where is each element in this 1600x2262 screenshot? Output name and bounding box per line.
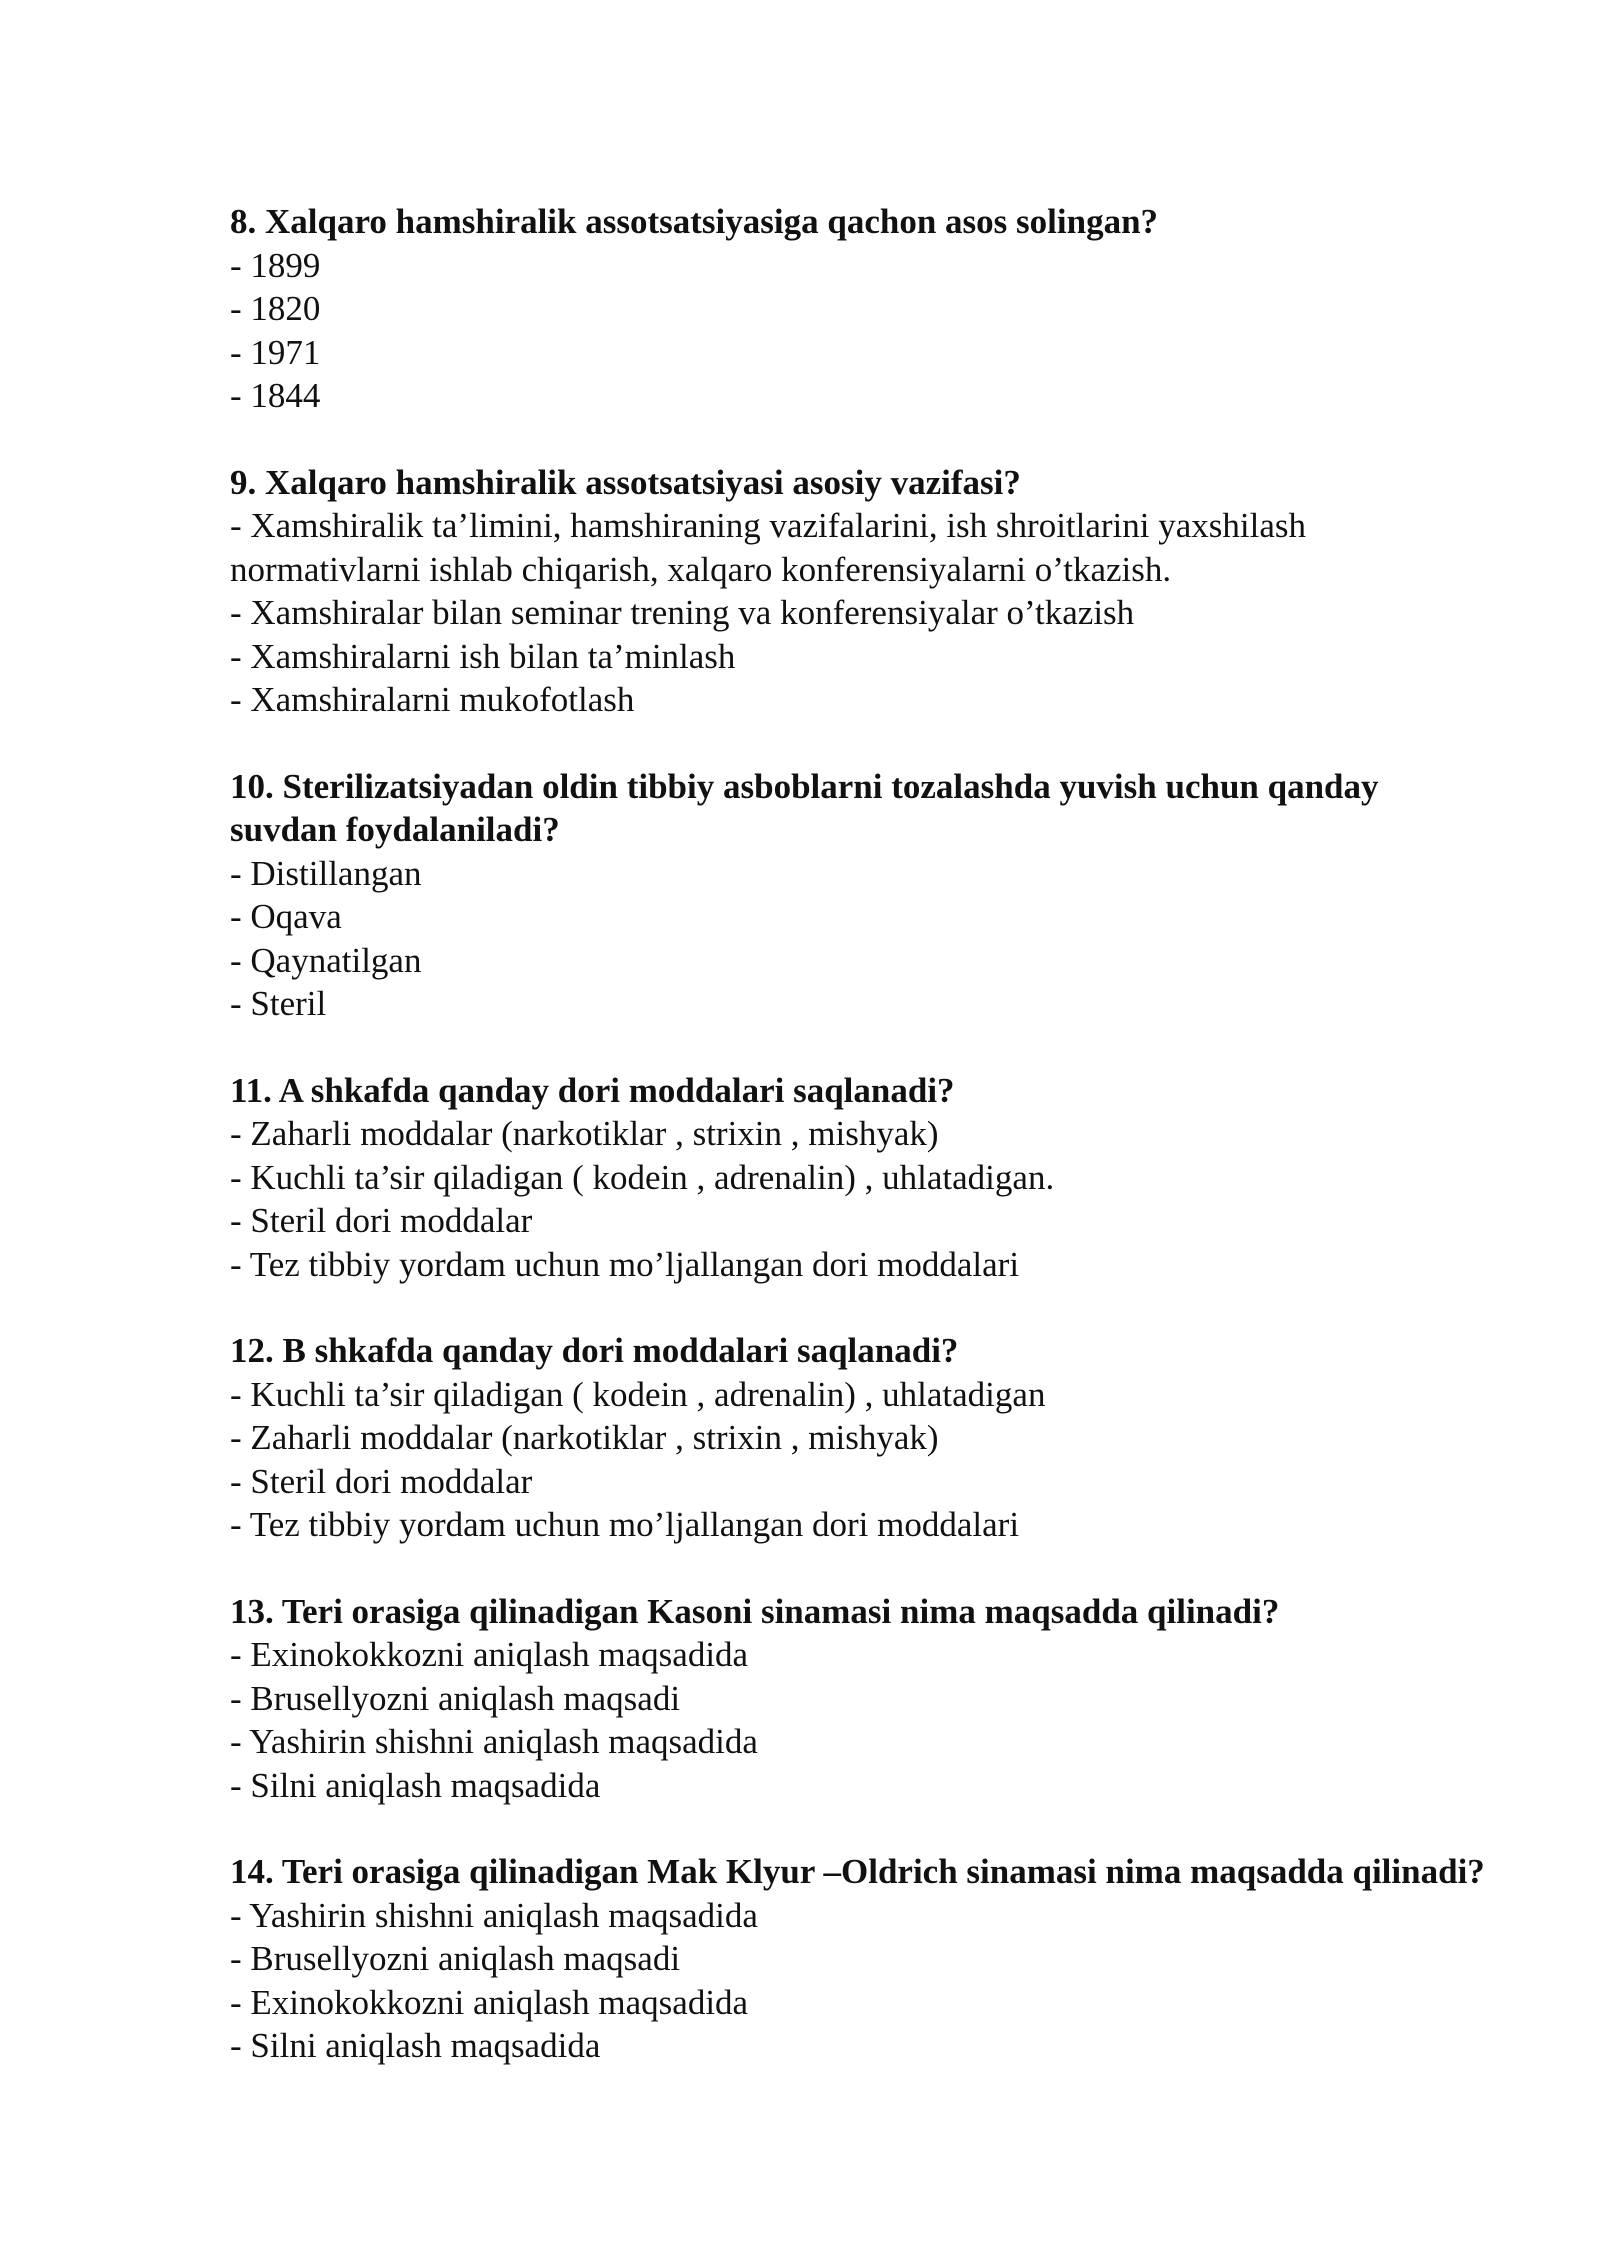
question-13 — [230, 1590, 1490, 1808]
answer-option: - Steril dori moddalar — [230, 1201, 533, 1240]
question-title: 10. Sterilizatsiyadan oldin tibbiy asboblarni tozalashda yuvish uchun qanday suvdan foydalaniladi? — [230, 766, 1379, 849]
question-11 — [230, 1069, 1490, 1287]
answer-option: - 1899 — [230, 245, 321, 285]
answer-option: - Exinokokkozni aniqlash maqsadida — [230, 1635, 749, 1674]
question-title: 9. Xalqaro hamshiralik assotsatsiyasi asosiy vazifasi? — [230, 462, 1021, 502]
question-14 — [230, 1850, 1490, 2068]
answer-options — [230, 1373, 1490, 1547]
answer-option: - Exinokokkozni aniqlash maqsadida — [230, 1982, 749, 2022]
answer-option: - Brusellyozni aniqlash maqsadi — [230, 1939, 681, 1978]
question-title: 13. Teri orasiga qilinadigan Kasoni sinamasi nima maqsadda qilinadi? — [230, 1591, 1280, 1631]
answer-option: - Xamshiralarni mukofotlash — [230, 680, 635, 719]
answer-option: - Xamshiralarni ish bilan ta’minlash — [230, 636, 736, 676]
answer-option: - Steril — [230, 984, 327, 1023]
answer-option: - Silni aniqlash maqsadida — [230, 2026, 601, 2065]
answer-option: - 1844 — [230, 376, 321, 415]
question-title: 12. B shkafda qanday dori moddalari saqlanadi? — [230, 1331, 959, 1370]
answer-option: - Xamshiralar bilan seminar trening va konferensiyalar o’tkazish — [230, 593, 1135, 632]
answer-option: - Xamshiralik ta’limini, hamshiraning vazifalarini, ish shroitlarini yaxshilash normativlarni ishlab chiqarish, xalqaro konferensiyalarni o’tkazish. — [230, 506, 1307, 589]
answer-option: - Brusellyozni aniqlash maqsadi — [230, 1678, 681, 1718]
answer-option: - Tez tibbiy yordam uchun mo’ljallangan dori moddalari — [230, 1244, 1020, 1284]
document-page — [230, 200, 1490, 2111]
answer-option: - 1971 — [230, 332, 321, 372]
answer-option: - Silni aniqlash maqsadida — [230, 1765, 601, 1805]
answer-option: - Qaynatilgan — [230, 940, 422, 980]
question-9 — [230, 461, 1490, 722]
question-title: 8. Xalqaro hamshiralik assotsatsiyasiga qachon asos solingan? — [230, 202, 1159, 241]
answer-options — [230, 1633, 1490, 1807]
answer-options — [230, 852, 1490, 1026]
answer-option: - Kuchli ta’sir qiladigan ( kodein , adrenalin) , uhlatadigan — [230, 1374, 1046, 1414]
question-10 — [230, 765, 1490, 1026]
question-8 — [230, 200, 1490, 418]
answer-option: - Tez tibbiy yordam uchun mo’ljallangan dori moddalari — [230, 1505, 1020, 1544]
answer-option: - Kuchli ta’sir qiladigan ( kodein , adrenalin) , uhlatadigan. — [230, 1157, 1055, 1197]
answer-option: - Yashirin shishni aniqlash maqsadida — [230, 1722, 758, 1761]
question-12 — [230, 1329, 1490, 1547]
question-title: 14. Teri orasiga qilinadigan Mak Klyur –Oldrich sinamasi nima maqsadda qilinadi? — [230, 1852, 1485, 1891]
answer-option: - Zaharli moddalar (narkotiklar , strixin , mishyak) — [230, 1418, 939, 1457]
answer-option: - Oqava — [230, 897, 342, 936]
answer-option: - 1820 — [230, 289, 321, 328]
answer-option: - Yashirin shishni aniqlash maqsadida — [230, 1895, 758, 1935]
answer-options — [230, 244, 1490, 418]
answer-options — [230, 1894, 1490, 2068]
answer-options — [230, 1112, 1490, 1286]
answer-option: - Steril dori moddalar — [230, 1461, 533, 1501]
answer-option: - Distillangan — [230, 853, 422, 893]
question-title: 11. A shkafda qanday dori moddalari saqlanadi? — [230, 1070, 955, 1110]
answer-options — [230, 504, 1490, 722]
answer-option: - Zaharli moddalar (narkotiklar , strixin , mishyak) — [230, 1114, 939, 1153]
